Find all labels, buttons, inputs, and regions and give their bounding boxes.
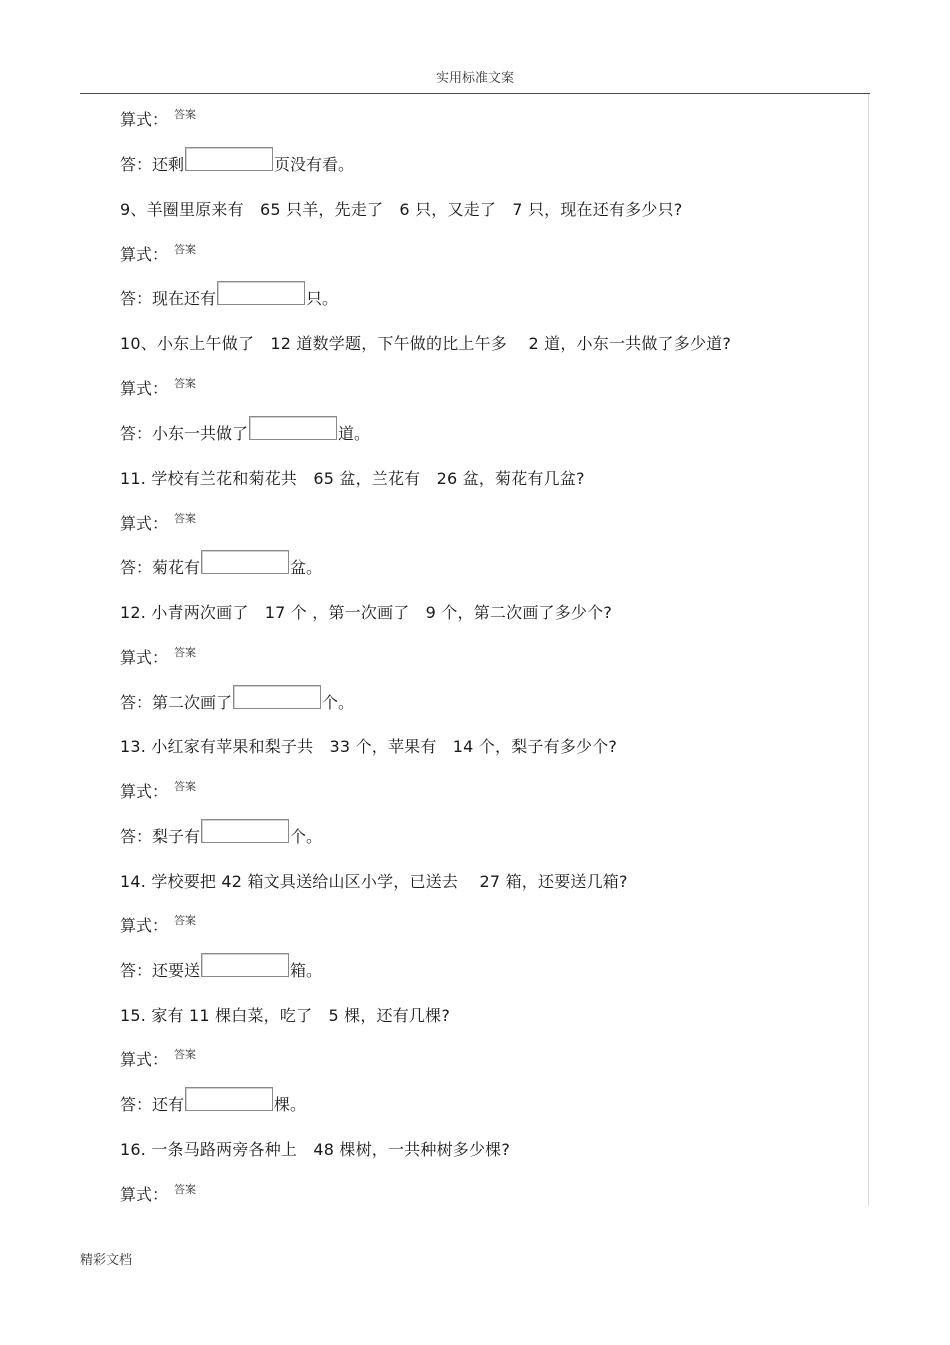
question-13	[120, 732, 617, 762]
answer-row	[120, 688, 354, 718]
question-15	[120, 1001, 450, 1031]
answer-prefix: 答：第二次画了	[120, 693, 233, 712]
question-text: 11. 学校有兰花和菊花共 65 盆，兰花有 26 盆，菊花有几盆?	[120, 469, 585, 488]
answer-row	[120, 822, 322, 852]
question-9	[120, 195, 682, 225]
answer-prefix: 答：还要送	[120, 961, 201, 980]
answer-input-box[interactable]	[185, 1087, 273, 1111]
answer-row	[120, 1090, 306, 1120]
answer-input-box[interactable]	[185, 147, 273, 171]
answer-prefix: 答：梨子有	[120, 827, 201, 846]
answer-input-box[interactable]	[249, 416, 337, 440]
question-10	[120, 329, 731, 359]
answer-suffix: 盆。	[290, 558, 323, 577]
question-text: 16. 一条马路两旁各种上 48 棵树，一共种树多少棵?	[120, 1140, 511, 1159]
answer-prefix: 答：还有	[120, 1095, 185, 1114]
answer-row	[120, 150, 354, 180]
answer-row	[120, 956, 322, 986]
question-text: 9、羊圈里原来有 65 只羊，先走了 6 只，又走了 7 只，现在还有多少只?	[120, 200, 683, 219]
question-12	[120, 598, 612, 628]
answer-tag: 答案	[174, 108, 197, 121]
formula-label: 算式：	[120, 916, 169, 935]
answer-prefix: 答：还剩	[120, 155, 185, 174]
answer-input-box[interactable]	[201, 550, 289, 574]
question-text: 10、小东上午做了 12 道数学题，下午做的比上午多 2 道，小东一共做了多少道?	[120, 334, 732, 353]
answer-input-box[interactable]	[201, 819, 289, 843]
answer-row	[120, 553, 322, 583]
formula-row	[120, 911, 196, 941]
formula-row	[120, 105, 196, 135]
answer-tag: 答案	[174, 646, 197, 659]
answer-tag: 答案	[174, 780, 197, 793]
answer-input-box[interactable]	[217, 281, 305, 305]
answer-suffix: 页没有看。	[274, 155, 355, 174]
formula-row	[120, 1045, 196, 1075]
answer-input-box[interactable]	[233, 685, 321, 709]
answer-tag: 答案	[174, 512, 197, 525]
formula-row	[120, 509, 196, 539]
question-16	[120, 1135, 510, 1165]
answer-suffix: 个。	[290, 827, 323, 846]
question-text: 12. 小青两次画了 17 个 ，第一次画了 9 个，第二次画了多少个?	[120, 603, 613, 622]
answer-suffix: 个。	[322, 693, 355, 712]
answer-suffix: 只。	[306, 289, 339, 308]
answer-suffix: 道。	[338, 424, 371, 443]
question-11	[120, 464, 585, 494]
answer-tag: 答案	[174, 914, 197, 927]
formula-label: 算式：	[120, 514, 169, 533]
worksheet-content	[120, 0, 860, 1230]
answer-suffix: 棵。	[274, 1095, 307, 1114]
answer-suffix: 箱。	[290, 961, 323, 980]
answer-tag: 答案	[174, 377, 197, 390]
formula-row	[120, 643, 196, 673]
question-14	[120, 867, 628, 897]
answer-prefix: 答：菊花有	[120, 558, 201, 577]
answer-tag: 答案	[174, 1183, 197, 1196]
question-text: 14. 学校要把 42 箱文具送给山区小学，已送去 27 箱，还要送几箱?	[120, 872, 628, 891]
formula-label: 算式：	[120, 1050, 169, 1069]
answer-tag: 答案	[174, 1048, 197, 1061]
formula-label: 算式：	[120, 110, 169, 129]
page-header-title: 实用标准文案	[435, 71, 514, 86]
formula-label: 算式：	[120, 1185, 169, 1204]
question-text: 15. 家有 11 棵白菜，吃了 5 棵，还有几棵?	[120, 1006, 451, 1025]
formula-row	[120, 374, 196, 404]
answer-input-box[interactable]	[201, 953, 289, 977]
formula-label: 算式：	[120, 648, 169, 667]
formula-label: 算式：	[120, 245, 169, 264]
answer-tag: 答案	[174, 243, 197, 256]
formula-row	[120, 240, 196, 270]
answer-prefix: 答：小东一共做了	[120, 424, 249, 443]
answer-row	[120, 284, 338, 314]
formula-row	[120, 777, 196, 807]
answer-prefix: 答：现在还有	[120, 289, 217, 308]
answer-row	[120, 419, 370, 449]
formula-label: 算式：	[120, 782, 169, 801]
question-text: 13. 小红家有苹果和梨子共 33 个，苹果有 14 个，梨子有多少个?	[120, 737, 618, 756]
page-footer-text: 精彩文档	[80, 1253, 133, 1268]
formula-label: 算式：	[120, 379, 169, 398]
formula-row	[120, 1180, 196, 1210]
right-margin-line	[868, 94, 869, 1206]
